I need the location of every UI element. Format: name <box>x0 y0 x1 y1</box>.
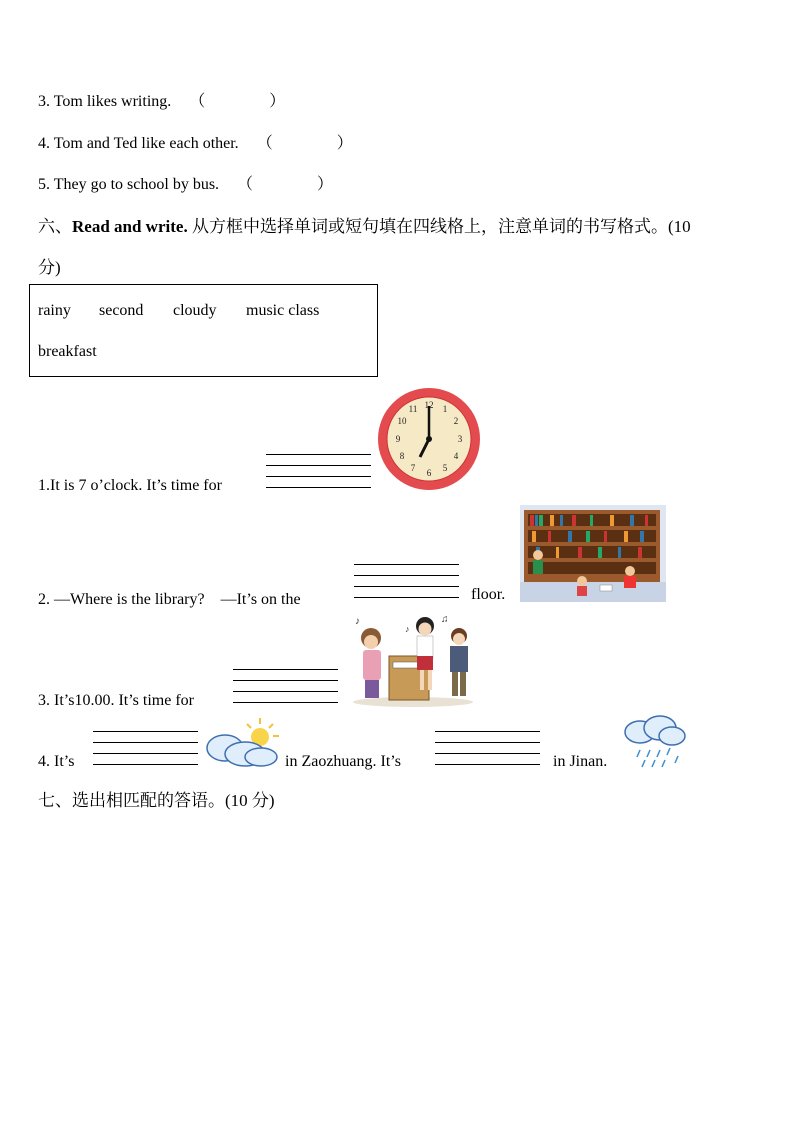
item-text: Tom and Ted like each other. <box>53 135 239 152</box>
four-line-grid[interactable] <box>233 669 338 705</box>
judge-item-5 <box>38 171 333 194</box>
section-7-heading <box>38 786 275 811</box>
svg-text:5: 5 <box>442 463 448 473</box>
section-title: Read and write. <box>72 217 188 236</box>
question-4-suffix: in Jinan. <box>553 753 608 770</box>
item-number: 5. <box>38 176 50 193</box>
item-text: They go to school by bus. <box>53 176 220 193</box>
svg-text:10: 10 <box>397 416 407 426</box>
four-line-grid[interactable] <box>266 454 371 490</box>
word-option: cloudy <box>173 302 217 319</box>
svg-text:♪: ♪ <box>405 624 410 634</box>
svg-text:4: 4 <box>453 451 459 461</box>
item-number: 3. <box>38 93 50 110</box>
svg-text:7: 7 <box>410 463 416 473</box>
answer-paren[interactable]: （ ） <box>237 176 334 193</box>
svg-text:6: 6 <box>426 468 432 478</box>
answer-paren[interactable]: （ ） <box>256 135 353 152</box>
question-3-text: 3. It’s10.00. It’s time for <box>38 692 194 709</box>
svg-text:♪: ♪ <box>355 616 360 627</box>
item-number: 4. <box>38 135 50 152</box>
section-number: 六、 <box>38 217 72 236</box>
section-instruction: 从方框中选择单词或短句填在四线格上，注意单词的书写格式。(10 <box>191 217 691 236</box>
section-instruction-cont: 分) <box>38 258 61 277</box>
four-line-grid[interactable] <box>354 564 459 600</box>
svg-text:1: 1 <box>442 404 448 414</box>
music-class-picture <box>349 612 477 708</box>
question-4-middle: in Zaozhuang. It’s <box>285 753 401 770</box>
rainy-weather-icon <box>622 712 688 770</box>
svg-text:9: 9 <box>395 434 401 444</box>
word-option: music class <box>246 302 320 319</box>
question-2-text: 2. —Where is the library? —It’s on the <box>38 591 301 608</box>
svg-text:11: 11 <box>408 404 418 414</box>
section-title: 选出相匹配的答语。(10 分) <box>72 791 275 810</box>
svg-text:3: 3 <box>457 434 463 444</box>
clock-icon <box>376 386 482 492</box>
section-6-heading-cont <box>38 253 61 278</box>
word-box <box>29 284 378 377</box>
library-picture <box>520 505 666 602</box>
judge-item-3 <box>38 88 285 111</box>
question-1-text: 1.It is 7 o’clock. It’s time for <box>38 477 222 494</box>
section-number: 七、 <box>38 791 72 810</box>
svg-text:8: 8 <box>399 451 405 461</box>
cloudy-weather-icon <box>203 716 281 770</box>
word-option: rainy <box>38 302 71 319</box>
question-4-text: 4. It’s <box>38 753 75 770</box>
word-option: second <box>99 302 144 319</box>
svg-text:♫: ♫ <box>441 614 449 625</box>
question-2-suffix: floor. <box>471 586 506 603</box>
judge-item-4 <box>38 130 353 153</box>
item-text: Tom likes writing. <box>53 93 172 110</box>
four-line-grid[interactable] <box>93 731 198 767</box>
answer-paren[interactable]: （ ） <box>189 93 286 110</box>
word-option: breakfast <box>38 343 97 360</box>
section-6-heading <box>38 212 691 237</box>
svg-text:2: 2 <box>453 416 459 426</box>
four-line-grid[interactable] <box>435 731 540 767</box>
svg-text:12: 12 <box>424 400 434 410</box>
